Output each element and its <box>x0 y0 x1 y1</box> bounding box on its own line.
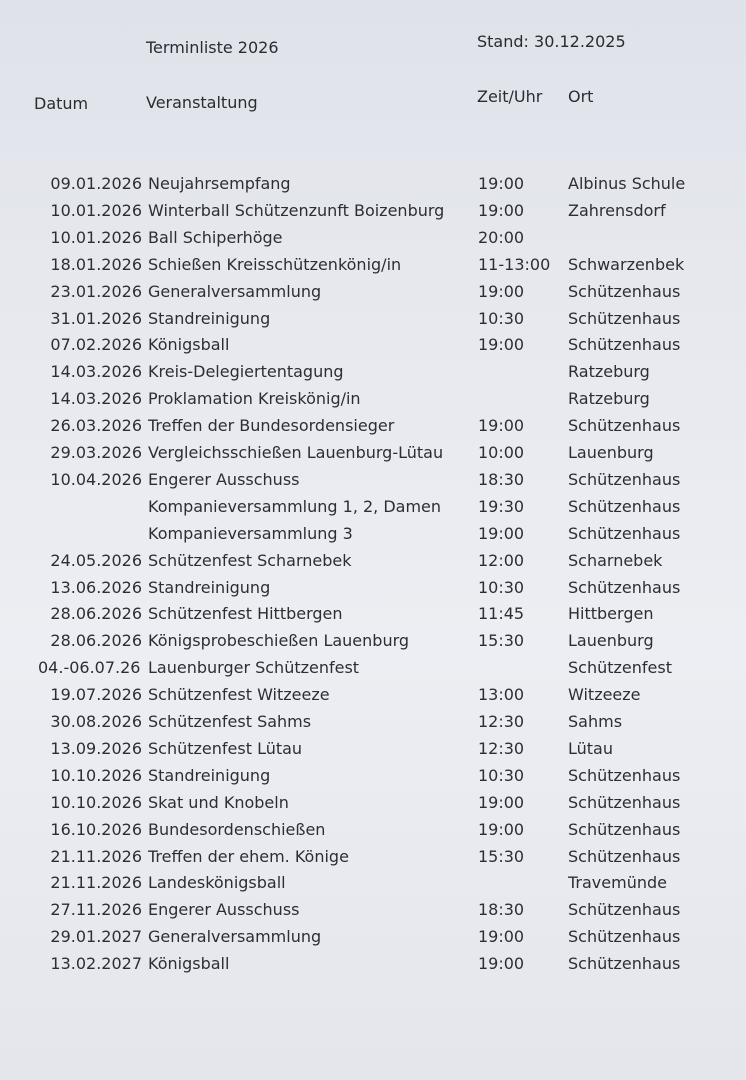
event-name: Schießen Kreisschützenkönig/in <box>148 254 402 274</box>
event-date: 27.11.2026 <box>50 900 142 920</box>
event-name: Skat und Knobeln <box>148 792 289 812</box>
event-time: 19:30 <box>478 496 525 516</box>
event-time: 12:00 <box>478 550 525 570</box>
event-date: 29.01.2027 <box>50 927 142 947</box>
event-date: 21.11.2026 <box>50 873 142 893</box>
document-title: Terminliste 2026 <box>146 38 279 57</box>
event-row <box>0 816 746 843</box>
event-row <box>0 385 746 412</box>
event-place: Schützenhaus <box>568 765 681 785</box>
event-time: 10:30 <box>478 308 525 328</box>
event-name: Schützenfest Scharnebek <box>148 550 352 570</box>
event-place: Schützenhaus <box>568 819 681 839</box>
event-date: 24.05.2026 <box>50 550 142 570</box>
stand-date: Stand: 30.12.2025 <box>477 32 626 51</box>
column-header-ort: Ort <box>568 87 594 106</box>
event-date: 07.02.2026 <box>50 335 142 355</box>
event-date: 13.06.2026 <box>50 577 142 597</box>
event-row <box>0 493 746 520</box>
event-date: 10.10.2026 <box>50 765 142 785</box>
column-header-zeit: Zeit/Uhr <box>477 87 543 106</box>
event-row <box>0 600 746 627</box>
event-row <box>0 896 746 923</box>
event-place: Zahrensdorf <box>568 200 666 220</box>
event-time: 18:30 <box>478 900 525 920</box>
event-place: Schwarzenbek <box>568 254 685 274</box>
event-time: 12:30 <box>478 712 525 731</box>
event-row <box>0 278 746 305</box>
event-date: 10.10.2026 <box>50 792 142 812</box>
event-name: Landeskönigsball <box>148 873 286 893</box>
event-row <box>0 412 746 439</box>
event-date: 10.04.2026 <box>50 469 142 489</box>
column-header-veranstaltung: Veranstaltung <box>146 93 258 112</box>
event-row <box>0 520 746 547</box>
event-place: Schützenhaus <box>568 335 681 355</box>
event-row <box>0 923 746 950</box>
event-time: 19:00 <box>478 416 525 436</box>
event-row <box>0 224 746 251</box>
event-name: Schützenfest Lütau <box>148 738 303 758</box>
event-name: Standreinigung <box>148 308 271 328</box>
event-place: Schützenhaus <box>568 792 681 812</box>
event-place: Scharnebek <box>568 550 663 570</box>
event-row <box>0 251 746 278</box>
event-date: 09.01.2026 <box>50 174 142 193</box>
event-row <box>0 547 746 574</box>
event-time: 12:30 <box>478 738 525 758</box>
event-date: 10.01.2026 <box>50 227 142 247</box>
event-name: Schützenfest Witzeeze <box>148 685 330 705</box>
event-name: Generalversammlung <box>148 281 322 301</box>
event-row <box>0 331 746 358</box>
event-row <box>0 305 746 332</box>
event-name: Bundesordenschießen <box>148 819 326 839</box>
event-row <box>0 358 746 385</box>
event-name: Vergleichsschießen Lauenburg-Lütau <box>148 443 444 462</box>
event-name: Engerer Ausschuss <box>148 900 300 920</box>
event-name: Königsprobeschießen Lauenburg <box>148 631 410 651</box>
event-date: 30.08.2026 <box>50 712 142 731</box>
event-name: Königsball <box>148 954 230 974</box>
event-place: Schützenhaus <box>568 308 681 328</box>
event-row <box>0 789 746 816</box>
event-row <box>0 950 746 977</box>
event-time: 19:00 <box>478 281 525 301</box>
event-date: 31.01.2026 <box>50 308 142 328</box>
event-date: 13.02.2027 <box>50 954 142 974</box>
event-place: Schützenhaus <box>568 954 681 974</box>
event-place: Ratzeburg <box>568 362 650 382</box>
column-header-datum: Datum <box>34 94 89 113</box>
event-date: 23.01.2026 <box>50 281 142 301</box>
event-name: Winterball Schützenzunft Boizenburg <box>148 200 445 220</box>
event-time: 13:00 <box>478 685 525 705</box>
event-place: Schützenhaus <box>568 577 681 597</box>
event-time: 15:30 <box>478 631 525 651</box>
event-time: 19:00 <box>478 523 525 543</box>
event-row <box>0 574 746 601</box>
event-time: 10:30 <box>478 577 525 597</box>
event-date: 14.03.2026 <box>50 362 142 382</box>
event-place: Schützenhaus <box>568 846 681 866</box>
event-name: Engerer Ausschuss <box>148 469 300 489</box>
event-name: Kompanieversammlung 1, 2, Damen <box>148 496 442 516</box>
event-time: 19:00 <box>478 927 525 947</box>
event-date: 18.01.2026 <box>50 254 142 274</box>
event-time: 15:30 <box>478 846 525 866</box>
event-place: Ratzeburg <box>568 389 650 409</box>
event-place: Travemünde <box>568 873 667 893</box>
event-name: Schützenfest Hittbergen <box>148 604 343 624</box>
event-place: Schützenhaus <box>568 416 681 436</box>
event-name: Standreinigung <box>148 577 271 597</box>
event-date: 19.07.2026 <box>50 685 142 705</box>
event-place: Witzeeze <box>568 685 641 705</box>
event-row <box>0 654 746 681</box>
event-name: Schützenfest Sahms <box>148 712 312 731</box>
event-name: Kompanieversammlung 3 <box>148 523 353 543</box>
event-name: Proklamation Kreiskönig/in <box>148 389 361 409</box>
event-name: Ball Schiperhöge <box>148 227 283 247</box>
event-time: 19:00 <box>478 954 525 974</box>
event-place: Sahms <box>568 712 623 731</box>
event-name: Lauenburger Schützenfest <box>148 658 360 678</box>
event-time: 19:00 <box>478 792 525 812</box>
event-place: Schützenhaus <box>568 900 681 920</box>
event-time: 11-13:00 <box>478 254 551 274</box>
event-row <box>0 197 746 224</box>
event-row <box>0 869 746 896</box>
event-name: Königsball <box>148 335 230 355</box>
event-place: Lauenburg <box>568 443 654 462</box>
event-date: 28.06.2026 <box>50 604 142 624</box>
event-time: 20:00 <box>478 227 525 247</box>
event-time: 10:00 <box>478 443 525 462</box>
event-row <box>0 681 746 708</box>
event-row <box>0 170 746 197</box>
event-time: 19:00 <box>478 335 525 355</box>
event-time: 19:00 <box>478 200 525 220</box>
event-name: Standreinigung <box>148 765 271 785</box>
event-place: Hittbergen <box>568 604 654 624</box>
event-date: 04.-06.07.26 <box>38 658 141 678</box>
event-time: 11:45 <box>478 604 525 624</box>
event-name: Treffen der ehem. Könige <box>148 846 349 866</box>
event-row <box>0 466 746 493</box>
event-date: 26.03.2026 <box>50 416 142 436</box>
event-date: 16.10.2026 <box>50 819 142 839</box>
event-place: Lütau <box>568 738 613 758</box>
event-place: Schützenhaus <box>568 281 681 301</box>
event-date: 14.03.2026 <box>50 389 142 409</box>
event-place: Lauenburg <box>568 631 654 651</box>
event-place: Schützenhaus <box>568 927 681 947</box>
event-time: 19:00 <box>478 174 525 193</box>
event-time: 18:30 <box>478 469 525 489</box>
event-time: 19:00 <box>478 819 525 839</box>
event-row <box>0 708 746 735</box>
event-name: Generalversammlung <box>148 927 322 947</box>
event-row <box>0 627 746 654</box>
event-row <box>0 439 746 466</box>
event-name: Kreis-Delegiertentagung <box>148 362 344 382</box>
event-row <box>0 735 746 762</box>
event-date: 28.06.2026 <box>50 631 142 651</box>
event-date: 13.09.2026 <box>50 738 142 758</box>
event-place: Schützenfest <box>568 658 672 678</box>
event-date: 10.01.2026 <box>50 200 142 220</box>
event-date: 21.11.2026 <box>50 846 142 866</box>
event-date: 29.03.2026 <box>50 443 142 462</box>
event-time: 10:30 <box>478 765 525 785</box>
event-place: Albinus Schule <box>568 174 686 193</box>
event-row <box>0 843 746 870</box>
event-name: Neujahrsempfang <box>148 174 291 193</box>
event-name: Treffen der Bundesordensieger <box>148 416 395 436</box>
event-place: Schützenhaus <box>568 523 681 543</box>
event-place: Schützenhaus <box>568 496 681 516</box>
event-row <box>0 762 746 789</box>
event-place: Schützenhaus <box>568 469 681 489</box>
